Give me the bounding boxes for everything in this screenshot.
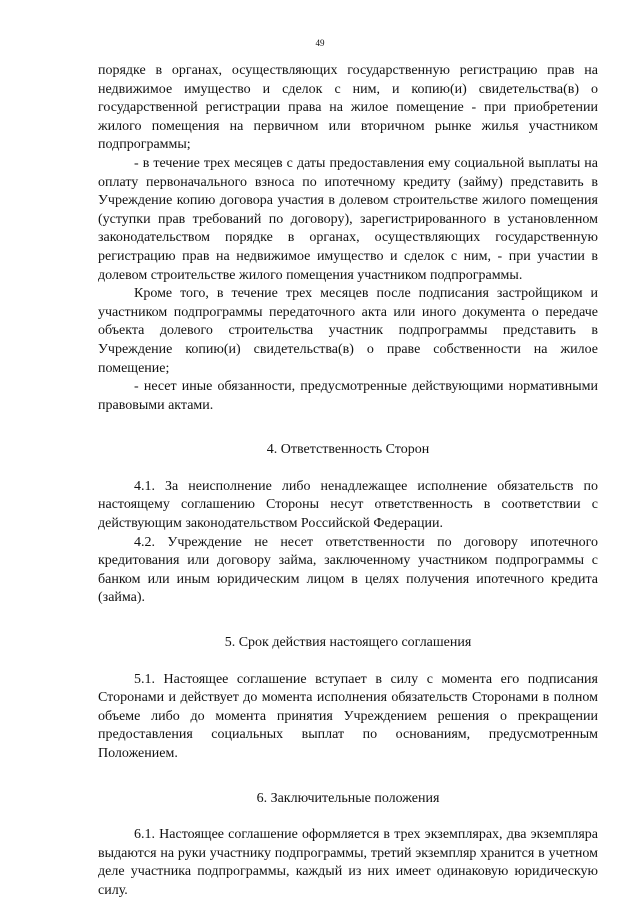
clause-6-1: 6.1. Настоящее соглашение оформляется в трех экземплярах, два экземпляра выдаются на руки участнику подпрограммы, третий экземпляр хранится в учетном деле участника подпрограммы, каждый из них имеет одинаковую юридическую силу. bbox=[98, 827, 598, 898]
paragraph-ownership-certificate: Кроме того, в течение трех месяцев после подписания застройщиком и участником подпрограммы передаточного акта или иного документа о передаче объекта долевого строительства участник подпрограммы представить в Учреждение копию(и) свидетельства(в) о праве собственности на жилое помещение; bbox=[98, 286, 598, 376]
section-title-final-provisions: 6. Заключительные положения bbox=[256, 790, 440, 806]
paragraph-other-obligations: - несет иные обязанности, предусмотренные действующими нормативными правовыми актами. bbox=[98, 379, 598, 413]
section-title-term: 5. Срок действия настоящего соглашения bbox=[224, 635, 472, 651]
document-body bbox=[98, 62, 598, 901]
paragraph-obligation-contract-copy: - в течение трех месяцев с даты предоставления ему социальной выплаты на оплату первоначального взноса по ипотечному кредиту (займу) представить в Учреждение копию договора участия в долевом строительстве жилого помещения (уступки прав требований по договору), зарегистрированного в установленном законодательством порядке в органах, осуществляющих государственную регистрацию прав на недвижимое имущество и сделок с ним, - при участии в долевом строительстве жилого помещения участником подпрограммы. bbox=[98, 155, 598, 283]
paragraph-continuation: порядке в органах, осуществляющих государственную регистрацию прав на недвижимое имущество и сделок с ним, и копию(и) свидетельства(в) о государственной регистрации права на жилое помещение - при приобретении жилого помещения на первичном или вторичном рынке жилья участником подпрограммы; bbox=[98, 63, 598, 153]
clause-5-1: 5.1. Настоящее соглашение вступает в силу с момента его подписания Сторонами и действует до момента исполнения обязательств Сторонами в полном объеме либо до момента принятия Учреждением решения о прекращении предоставления социальных выплат по основаниям, предусмотренным Положением. bbox=[98, 671, 598, 761]
clause-4-2: 4.2. Учреждение не несет ответственности по договору ипотечного кредитования или договору займа, заключенному участником подпрограммы с банком или иным юридическим лицом в целях получения ипотечного кредита (займа). bbox=[98, 534, 598, 606]
page-number: 49 bbox=[315, 38, 325, 48]
clause-4-1: 4.1. За неисполнение либо ненадлежащее исполнение обязательств по настоящему соглашению Стороны несут ответственность в соответствии с действующим законодательством Российской Федерации. bbox=[98, 478, 598, 532]
section-title-responsibility: 4. Ответственность Сторон bbox=[266, 442, 430, 458]
